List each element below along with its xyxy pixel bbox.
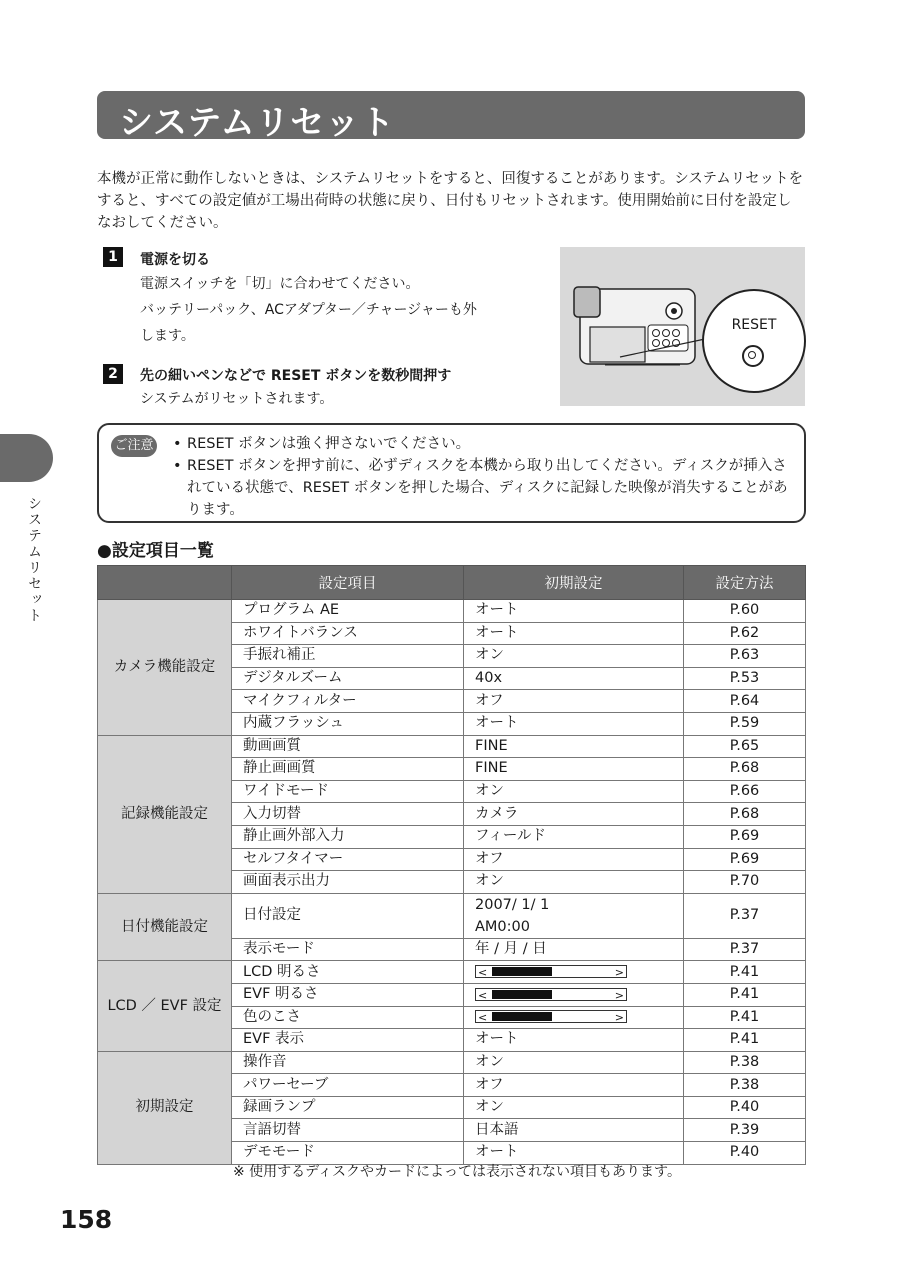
bullet-icon: •: [173, 436, 182, 452]
item-cell: プログラム AE: [232, 600, 464, 623]
right-arrow-icon: >: [614, 966, 624, 980]
section-heading: ●設定項目一覧: [97, 541, 214, 561]
page-ref-cell: P.68: [684, 758, 806, 781]
step-number-2: 2: [103, 364, 123, 384]
page-ref-cell: P.69: [684, 825, 806, 848]
intro-paragraph: 本機が正常に動作しないときは、システムリセットをすると、回復することがあります。システムリセットをすると、すべての設定値が工場出荷時の状態に戻り、日付もリセットされます。使用開始前に日付を設定しなおしてください。: [97, 171, 804, 231]
side-label: システムリセット: [26, 496, 42, 624]
item-cell: EVF 明るさ: [232, 983, 464, 1006]
step-title-2: 先の細いペンなどで RESET ボタンを数秒間押す: [140, 368, 452, 384]
bullet-icon: •: [173, 458, 182, 474]
level-slider: [475, 988, 627, 1001]
page-ref-cell: P.37: [684, 893, 806, 938]
page-ref-cell: P.69: [684, 848, 806, 871]
item-cell: 静止画外部入力: [232, 825, 464, 848]
default-cell: カメラ: [464, 803, 684, 826]
table-header-row: [98, 566, 806, 600]
page-ref-cell: P.68: [684, 803, 806, 826]
default-cell: FINE: [464, 735, 684, 758]
page-ref-cell: P.66: [684, 780, 806, 803]
item-cell: パワーセーブ: [232, 1074, 464, 1097]
category-cell: 日付機能設定: [98, 893, 232, 961]
page-ref-cell: P.60: [684, 600, 806, 623]
slider-fill: [492, 1012, 552, 1021]
category-cell: 記録機能設定: [98, 735, 232, 893]
caution-list: [173, 433, 795, 521]
item-cell: マイクフィルター: [232, 690, 464, 713]
left-arrow-icon: <: [478, 966, 488, 980]
default-cell: 年 / 月 / 日: [464, 938, 684, 961]
default-cell: [464, 961, 684, 984]
default-cell: [464, 983, 684, 1006]
step-number-1: 1: [103, 247, 123, 267]
table-row: [98, 735, 806, 758]
table-row: [98, 961, 806, 984]
page-ref-cell: P.37: [684, 938, 806, 961]
item-cell: ワイドモード: [232, 780, 464, 803]
level-slider: [475, 965, 627, 978]
item-cell: 日付設定: [232, 893, 464, 938]
default-cell: オン: [464, 645, 684, 668]
reset-callout: [702, 289, 806, 393]
default-cell: オン: [464, 871, 684, 894]
caution-badge: ご注意: [111, 435, 157, 457]
step-line: 電源スイッチを「切」に合わせてください。: [140, 276, 420, 292]
table-row: [98, 1051, 806, 1074]
reset-button-icon: [742, 345, 764, 367]
default-cell: オン: [464, 780, 684, 803]
left-arrow-icon: <: [478, 1011, 488, 1025]
page-title: システムリセット: [119, 103, 396, 143]
item-cell: セルフタイマー: [232, 848, 464, 871]
step-body-2: [140, 386, 333, 412]
step-line: します。: [140, 328, 195, 344]
step-body-1: [140, 271, 477, 349]
header-item: 設定項目: [232, 566, 464, 600]
item-cell: 動画画質: [232, 735, 464, 758]
step-title-1: 電源を切る: [140, 252, 210, 268]
slider-fill: [492, 990, 552, 999]
settings-table: [97, 565, 806, 1165]
page-ref-cell: P.41: [684, 961, 806, 984]
slider-fill: [492, 967, 552, 976]
page-ref-cell: P.63: [684, 645, 806, 668]
default-cell: オート: [464, 1142, 684, 1165]
item-cell: 表示モード: [232, 938, 464, 961]
table-row: [98, 893, 806, 938]
item-cell: 手振れ補正: [232, 645, 464, 668]
page-ref-cell: P.38: [684, 1074, 806, 1097]
header-method: 設定方法: [684, 566, 806, 600]
default-cell: オフ: [464, 690, 684, 713]
page-ref-cell: P.64: [684, 690, 806, 713]
footnote: ※ 使用するディスクやカードによっては表示されない項目もあります。: [233, 1164, 681, 1180]
default-cell: オート: [464, 1029, 684, 1052]
step-line: システムがリセットされます。: [140, 391, 334, 407]
default-line: AM0:00: [475, 918, 530, 935]
page-ref-cell: P.38: [684, 1051, 806, 1074]
default-cell: 日本語: [464, 1119, 684, 1142]
item-cell: 色のこさ: [232, 1006, 464, 1029]
category-cell: 初期設定: [98, 1051, 232, 1164]
item-cell: ホワイトバランス: [232, 622, 464, 645]
item-cell: 静止画画質: [232, 758, 464, 781]
default-line: 2007/ 1/ 1: [475, 896, 550, 913]
item-cell: 入力切替: [232, 803, 464, 826]
default-cell: [464, 1006, 684, 1029]
page-ref-cell: P.59: [684, 712, 806, 735]
item-cell: デジタルズーム: [232, 667, 464, 690]
item-cell: LCD 明るさ: [232, 961, 464, 984]
default-cell: 40x: [464, 667, 684, 690]
default-cell: オート: [464, 600, 684, 623]
default-cell: [464, 893, 684, 938]
page-number: 158: [60, 1205, 113, 1234]
side-tab: [0, 434, 53, 482]
item-cell: デモモード: [232, 1142, 464, 1165]
caution-item: [173, 455, 795, 521]
caution-text: RESET ボタンを押す前に、必ずディスクを本機から取り出してください。ディスクが挿入されている状態で、RESET ボタンを押した場合、ディスクに記録した映像が消失することがあります。: [187, 458, 788, 518]
page-ref-cell: P.70: [684, 871, 806, 894]
page-ref-cell: P.40: [684, 1142, 806, 1165]
camera-illustration: [560, 247, 805, 406]
page-ref-cell: P.41: [684, 1029, 806, 1052]
title-bar: [97, 91, 805, 143]
right-arrow-icon: >: [614, 988, 624, 1002]
default-cell: オフ: [464, 1074, 684, 1097]
default-cell: フィールド: [464, 825, 684, 848]
page-ref-cell: P.41: [684, 1006, 806, 1029]
header-blank: [98, 566, 232, 600]
page-ref-cell: P.40: [684, 1096, 806, 1119]
caution-text: RESET ボタンは強く押さないでください。: [187, 436, 471, 452]
item-cell: 内蔵フラッシュ: [232, 712, 464, 735]
default-cell: オン: [464, 1051, 684, 1074]
page-ref-cell: P.65: [684, 735, 806, 758]
caution-box: [97, 423, 806, 523]
page-ref-cell: P.39: [684, 1119, 806, 1142]
item-cell: 画面表示出力: [232, 871, 464, 894]
table-row: [98, 600, 806, 623]
item-cell: 録画ランプ: [232, 1096, 464, 1119]
default-cell: オート: [464, 712, 684, 735]
default-cell: FINE: [464, 758, 684, 781]
reset-label: RESET: [731, 317, 777, 333]
page-ref-cell: P.53: [684, 667, 806, 690]
caution-item: [173, 433, 795, 455]
default-cell: オフ: [464, 848, 684, 871]
step-line: バッテリーパック、ACアダプター／チャージャーも外: [140, 302, 477, 318]
left-arrow-icon: <: [478, 988, 488, 1002]
level-slider: [475, 1010, 627, 1023]
default-cell: オート: [464, 622, 684, 645]
page-ref-cell: P.41: [684, 983, 806, 1006]
item-cell: EVF 表示: [232, 1029, 464, 1052]
category-cell: カメラ機能設定: [98, 600, 232, 736]
category-cell: LCD ／ EVF 設定: [98, 961, 232, 1051]
right-arrow-icon: >: [614, 1011, 624, 1025]
page-ref-cell: P.62: [684, 622, 806, 645]
item-cell: 言語切替: [232, 1119, 464, 1142]
default-cell: オン: [464, 1096, 684, 1119]
header-default: 初期設定: [464, 566, 684, 600]
item-cell: 操作音: [232, 1051, 464, 1074]
